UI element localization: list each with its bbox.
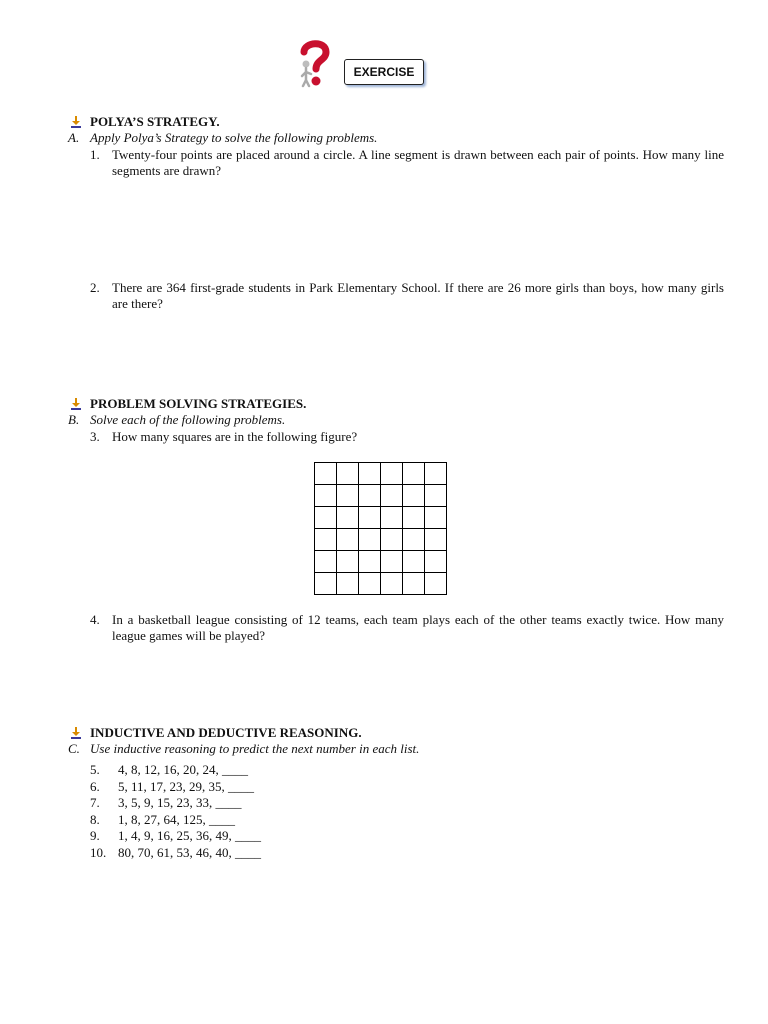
item-number: 9. xyxy=(90,828,100,844)
grid-cell xyxy=(403,507,425,529)
section-heading-reasoning xyxy=(70,725,362,741)
grid-cell xyxy=(337,529,359,551)
item-number: 8. xyxy=(90,811,100,827)
section-letter: C. xyxy=(68,741,80,756)
grid-cell xyxy=(359,551,381,573)
grid-cell xyxy=(337,463,359,485)
bullet-icon xyxy=(70,727,82,739)
instruction-text: Solve each of the following problems. xyxy=(90,412,286,427)
question-text: There are 364 first-grade students in Park Elementary School. If there are 26 more girls than boys, how many girls are there? xyxy=(112,280,724,311)
section-heading-polya xyxy=(70,114,220,130)
question-2 xyxy=(90,280,724,312)
item-text: 5, 11, 17, 23, 29, 35, ____ xyxy=(118,778,255,794)
grid-cell xyxy=(315,551,337,573)
grid-cell xyxy=(381,551,403,573)
grid-cell xyxy=(381,529,403,551)
grid-row xyxy=(315,573,447,595)
grid-cell xyxy=(359,507,381,529)
question-number: 3. xyxy=(90,429,100,444)
list-item xyxy=(90,779,261,796)
section-instruction-a xyxy=(68,130,377,146)
grid-cell xyxy=(403,573,425,595)
item-text: 1, 4, 9, 16, 25, 36, 49, ____ xyxy=(118,828,261,844)
grid-cell xyxy=(315,463,337,485)
question-text: Twenty-four points are placed around a circle. A line segment is drawn between each pair of points. How many line segments are drawn? xyxy=(112,147,724,178)
section-instruction-b xyxy=(68,412,285,428)
item-number: 10. xyxy=(90,844,107,860)
list-item xyxy=(90,828,261,845)
section-title: PROBLEM SOLVING STRATEGIES. xyxy=(90,396,307,411)
item-number: 7. xyxy=(90,795,100,811)
bullet-icon xyxy=(70,116,82,128)
grid-row xyxy=(315,551,447,573)
grid-cell xyxy=(403,485,425,507)
question-1 xyxy=(90,147,724,179)
section-title: INDUCTIVE AND DEDUCTIVE REASONING. xyxy=(90,725,362,740)
question-mark-icon xyxy=(296,38,332,88)
grid-cell xyxy=(315,485,337,507)
item-number: 6. xyxy=(90,778,100,794)
question-text: How many squares are in the following figure? xyxy=(112,429,358,444)
grid-cell xyxy=(403,463,425,485)
section-letter: B. xyxy=(68,412,80,427)
grid-cell xyxy=(425,463,447,485)
list-item xyxy=(90,795,261,812)
grid-cell xyxy=(425,485,447,507)
square-grid-figure xyxy=(314,462,447,595)
grid-cell xyxy=(337,551,359,573)
grid-cell xyxy=(337,507,359,529)
grid-cell xyxy=(403,529,425,551)
item-text: 4, 8, 12, 16, 20, 24, ____ xyxy=(118,762,248,777)
grid-cell xyxy=(359,463,381,485)
bullet-icon xyxy=(70,398,82,410)
instruction-text: Use inductive reasoning to predict the next number in each list. xyxy=(90,741,420,756)
grid-cell xyxy=(425,573,447,595)
question-3 xyxy=(90,429,724,445)
instruction-text: Apply Polya’s Strategy to solve the following problems. xyxy=(90,130,378,145)
header xyxy=(296,38,436,90)
section-heading-problem-solving xyxy=(70,396,306,412)
grid-row xyxy=(315,507,447,529)
grid-cell xyxy=(315,529,337,551)
item-text: 1, 8, 27, 64, 125, ____ xyxy=(118,811,235,827)
question-4 xyxy=(90,612,724,644)
grid-cell xyxy=(425,551,447,573)
grid-cell xyxy=(337,573,359,595)
item-text: 80, 70, 61, 53, 46, 40, ____ xyxy=(118,844,261,860)
grid-cell xyxy=(359,573,381,595)
list-item xyxy=(90,812,261,829)
section-title: POLYA’S STRATEGY. xyxy=(90,114,220,129)
item-text: 3, 5, 9, 15, 23, 33, ____ xyxy=(118,795,242,811)
question-number: 4. xyxy=(90,612,100,627)
grid-cell xyxy=(381,573,403,595)
item-number: 5. xyxy=(90,762,100,777)
grid-cell xyxy=(381,485,403,507)
question-number: 1. xyxy=(90,147,100,162)
grid-cell xyxy=(315,573,337,595)
grid-cell xyxy=(337,485,359,507)
grid-cell xyxy=(359,485,381,507)
grid-cell xyxy=(381,463,403,485)
sequence-list xyxy=(90,762,261,862)
grid-row xyxy=(315,529,447,551)
question-text: In a basketball league consisting of 12 teams, each team plays each of the other teams exactly twice. How many league games will be played? xyxy=(112,612,724,643)
grid-cell xyxy=(381,507,403,529)
question-number: 2. xyxy=(90,280,100,295)
exercise-label: EXERCISE xyxy=(344,59,424,85)
section-letter: A. xyxy=(68,130,80,145)
grid-cell xyxy=(425,529,447,551)
grid-row xyxy=(315,485,447,507)
grid-cell xyxy=(403,551,425,573)
list-item xyxy=(90,762,261,779)
grid-cell xyxy=(359,529,381,551)
grid-cell xyxy=(315,507,337,529)
grid-row xyxy=(315,463,447,485)
list-item xyxy=(90,845,261,862)
grid-cell xyxy=(425,507,447,529)
section-instruction-c xyxy=(68,741,419,757)
